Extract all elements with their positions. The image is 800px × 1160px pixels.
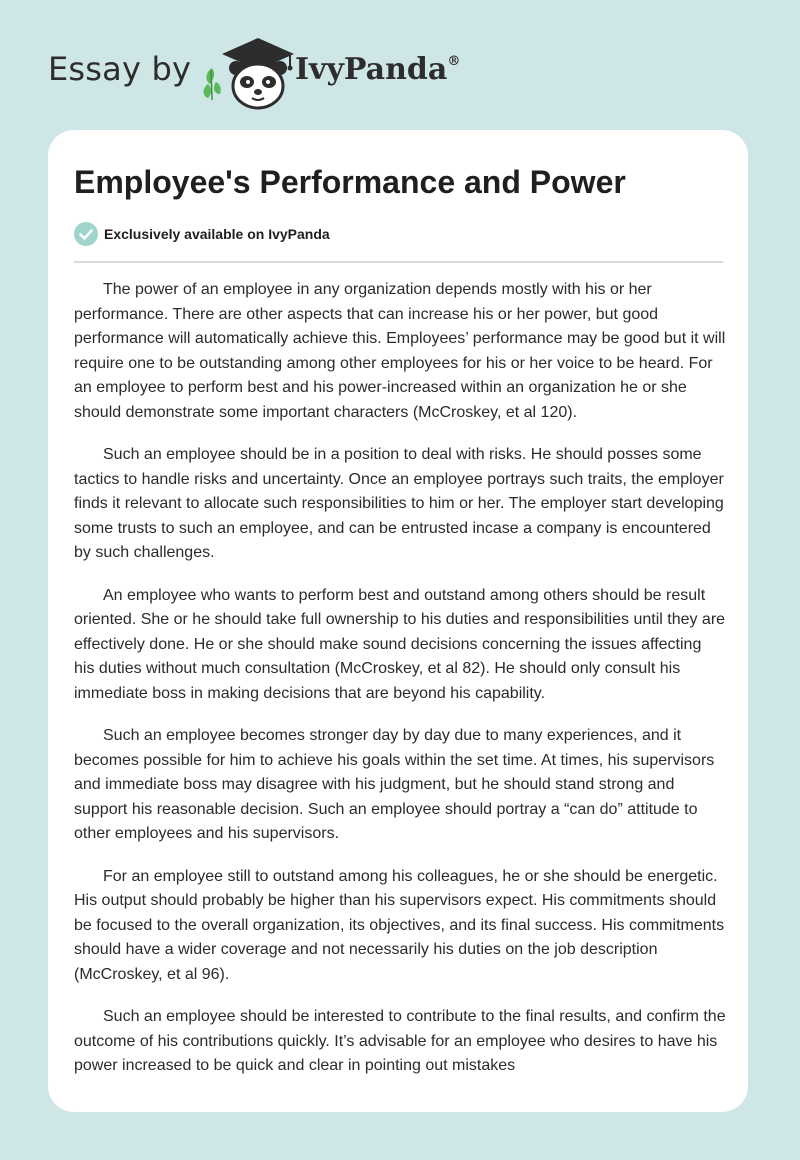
- panda-graduate-logo-icon: [200, 32, 296, 112]
- page-title: Employee's Performance and Power: [74, 164, 626, 200]
- essay-paragraph: An employee who wants to perform best and outstand among others should be result oriented. She or he should take full ownership to his duties and responsibilities until they are effectively done. He or she should make sound decisions concerning the issues affecting his duties without much consultation (McCroskey, et al 82). He should only consult his immediate boss in making decisions that are beyond his capability.: [74, 586, 726, 702]
- check-circle-icon: [74, 222, 98, 246]
- title-divider: [74, 261, 723, 263]
- essay-card: [48, 130, 748, 1112]
- registered-mark: ®: [447, 54, 461, 69]
- essay-paragraph: Such an employee should be interested to contribute to the final results, and confirm the outcome of his contributions quickly. It’s advisable for an employee who desires to have his power increased to be quick and clear in pointing out mistakes: [74, 1008, 726, 1074]
- brand-name-text: IvyPanda: [295, 52, 448, 87]
- exclusive-badge-label: Exclusively available on IvyPanda: [104, 226, 330, 242]
- brand-prefix: Essay by: [48, 50, 192, 88]
- essay-paragraph: Such an employee should be in a position to deal with risks. He should posses some tactics to handle risks and uncertainty. Once an employee portrays such traits, the employer finds it relevant to allocate such responsibilities to him or her. The employer start developing some trusts to such an employee, and can be entrusted incase a company is encountered by such challenges.: [74, 446, 724, 561]
- essay-paragraph: Such an employee becomes stronger day by day due to many experiences, and it becomes possible for him to achieve his goals within the set time. At times, his supervisors and immediate boss may disagree with his judgment, but he should stand strong and support his reasonable decision. Such an employee should portray a “can do” attitude to other employees and his supervisors.: [74, 727, 715, 842]
- essay-paragraph: For an employee still to outstand among his colleagues, he or she should be energetic. His output should probably be higher than his supervisors expect. His commitments should be focused to the overall organization, its objectives, and its final success. His commitments should have a wider coverage and not necessarily his duties on the job description (McCroskey, et al 96).: [74, 867, 725, 983]
- ivy-leaf-icon: [204, 68, 221, 100]
- essay-paragraph: The power of an employee in any organization depends mostly with his or her performance. There are other aspects that can increase his or her power, but good performance will automatically achieve this. Employees’ performance may be good but it will require one to be outstanding among other employees for his or her voice to be heard. For an employee to perform best and his power-increased within an organization he or she should demonstrate some important characters (McCroskey, et al 120).: [74, 281, 726, 421]
- brand-name: [295, 52, 460, 87]
- site-header: [48, 32, 508, 112]
- essay-body: [74, 278, 726, 1097]
- exclusive-badge: [74, 222, 330, 246]
- ivypanda-logo[interactable]: [200, 32, 296, 112]
